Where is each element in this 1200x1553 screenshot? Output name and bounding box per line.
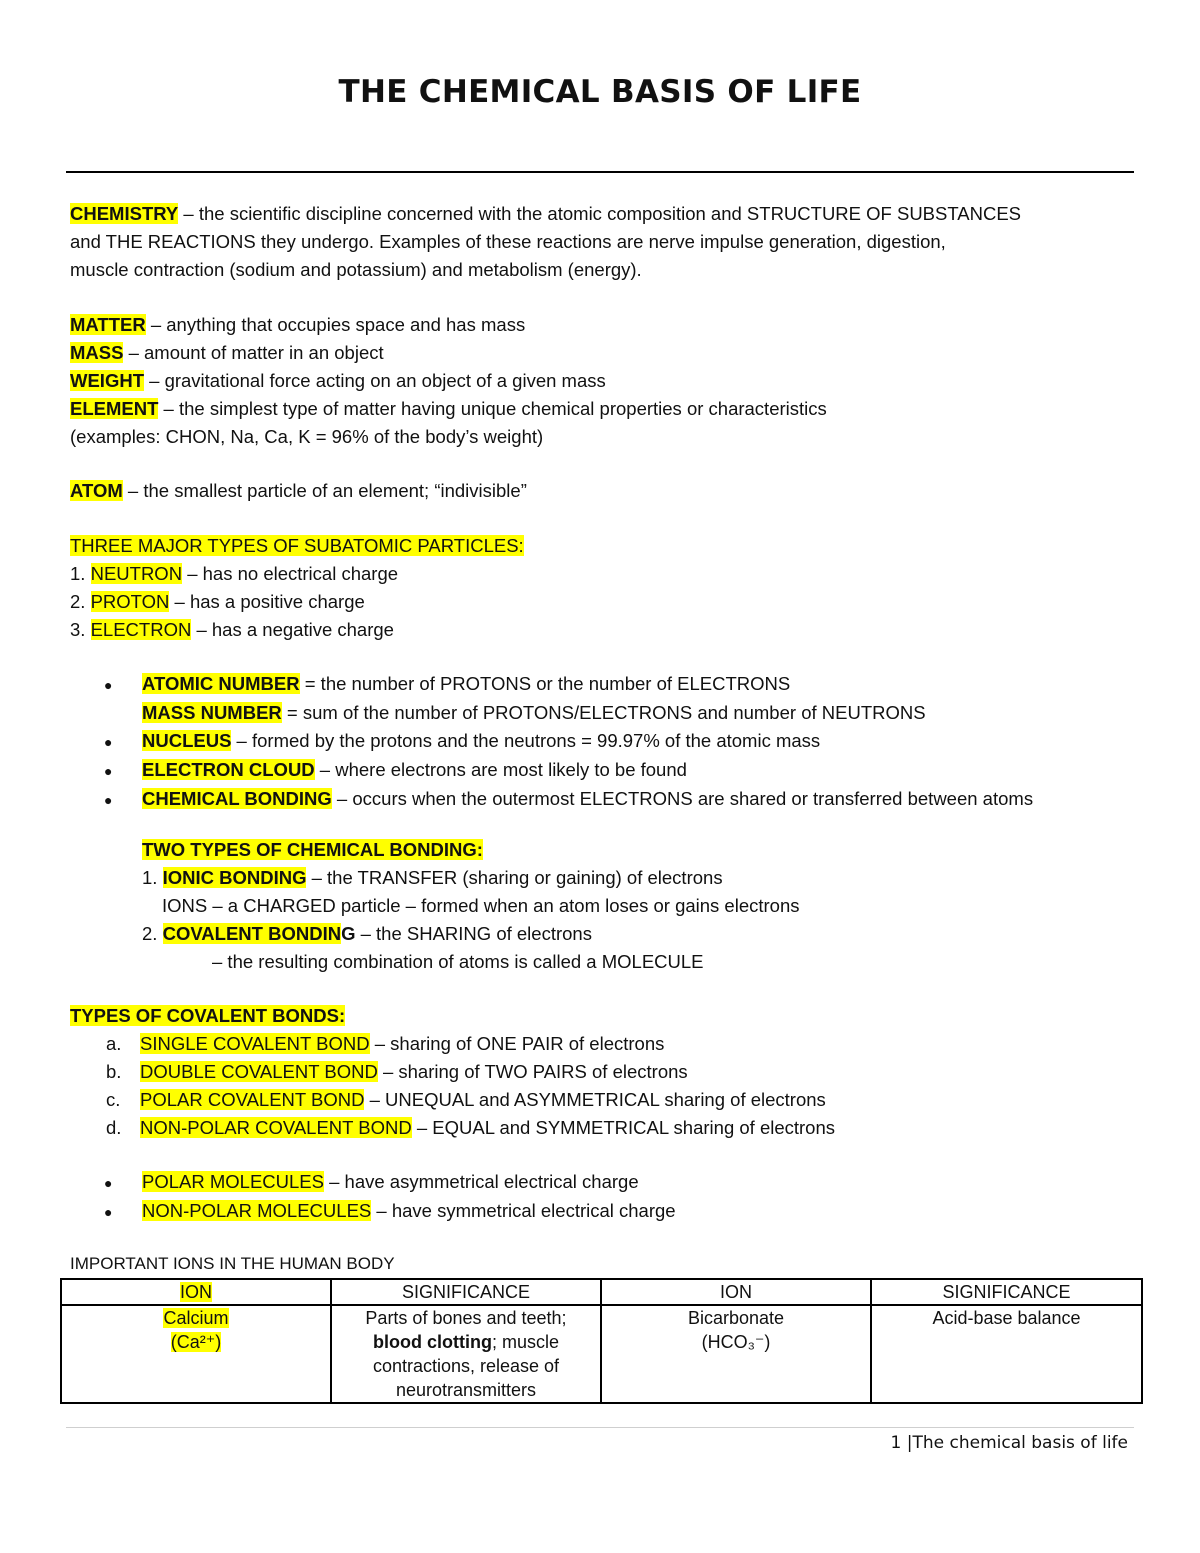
chemistry-line-1: – the scientific discipline concerned with the atomic composition and STRUCTURE OF SUBSTANCES [178, 203, 1022, 224]
def-matter [70, 311, 827, 339]
item-number: 2. [142, 923, 163, 944]
bullet-icon: ● [104, 1204, 113, 1220]
def-text: – occurs when the outermost ELECTRONS are shared or transferred between atoms [331, 788, 1034, 809]
def-text: – where electrons are most likely to be found [314, 759, 687, 780]
table-row [61, 1305, 1142, 1403]
footer-text: The chemical basis of life [912, 1433, 1128, 1453]
def-text: – has a positive charge [169, 591, 365, 612]
bullet-icon: ● [104, 792, 113, 808]
def-text: – anything that occupies space and has mass [145, 314, 526, 335]
table-header: SIGNIFICANCE [871, 1279, 1142, 1305]
list-item [104, 785, 1033, 814]
term-single-covalent: SINGLE COVALENT BOND [140, 1033, 370, 1054]
term-mass: MASS [70, 342, 124, 363]
term-proton: PROTON [90, 591, 170, 612]
def-weight [70, 367, 827, 395]
list-item [104, 756, 1033, 785]
table-cell [61, 1305, 331, 1403]
term-element: ELEMENT [70, 398, 159, 419]
def-text: = the number of PROTONS or the number of ELECTRONS [299, 673, 791, 694]
table-header [61, 1279, 331, 1305]
table-cell [601, 1305, 871, 1403]
ion-name: Bicarbonate [687, 1308, 785, 1328]
significance-line: neurotransmitters [395, 1380, 537, 1400]
def-text: – have symmetrical electrical charge [371, 1200, 676, 1221]
bullet-icon: ● [104, 734, 113, 750]
ions-table [60, 1278, 1143, 1404]
term-neutron: NEUTRON [90, 563, 183, 584]
list-item [104, 1197, 676, 1226]
significance-bold: blood clotting [373, 1332, 492, 1352]
item-number: 1. [142, 867, 163, 888]
list-item [104, 727, 1033, 756]
table-header-row [61, 1279, 1142, 1305]
ion-formula: (HCO₃⁻) [701, 1332, 771, 1352]
def-text: – sharing of ONE PAIR of electrons [369, 1033, 665, 1054]
term-ionic-bonding: IONIC BONDING [162, 867, 307, 888]
term-polar-covalent: POLAR COVALENT BOND [140, 1089, 365, 1110]
item-letter: c. [106, 1089, 121, 1110]
def-text: – has a negative charge [191, 619, 394, 640]
covalent-types-section [70, 1002, 835, 1142]
molecule-line: – the resulting combination of atoms is called a MOLECULE [212, 951, 704, 972]
item-number: 1. [70, 563, 91, 584]
item-number: 2. [70, 591, 91, 612]
term-mass-number: MASS NUMBER [142, 702, 282, 723]
item-number: 3. [70, 619, 91, 640]
term-covalent-bonding: COVALENT BONDIN [162, 923, 342, 944]
def-text: – gravitational force acting on an object of a given mass [144, 370, 606, 391]
def-text: – the smallest particle of an element; “indivisible” [122, 480, 527, 501]
page-title: THE CHEMICAL BASIS OF LIFE [338, 74, 862, 110]
def-text: – EQUAL and SYMMETRICAL sharing of electrons [411, 1117, 836, 1138]
term-atomic-number: ATOMIC NUMBER [142, 673, 300, 694]
list-item [104, 699, 1033, 727]
molecules-list [104, 1168, 676, 1226]
def-atom [70, 477, 527, 505]
term-double-covalent: DOUBLE COVALENT BOND [140, 1061, 378, 1082]
ions-line: IONS – a CHARGED particle – formed when an atom loses or gains electrons [162, 895, 800, 916]
def-text: – sharing of TWO PAIRS of electrons [377, 1061, 688, 1082]
bonding-heading: TWO TYPES OF CHEMICAL BONDING: [142, 839, 483, 860]
def-text: – amount of matter in an object [123, 342, 384, 363]
page-number: 1 [890, 1433, 902, 1453]
list-item [70, 1058, 835, 1086]
term-matter: MATTER [70, 314, 146, 335]
term-polar-molecules: POLAR MOLECULES [142, 1171, 324, 1192]
table-cell [871, 1305, 1142, 1403]
item-letter: b. [106, 1061, 122, 1082]
chemistry-paragraph [70, 200, 1021, 284]
bullet-list [104, 670, 1033, 814]
ions-table-caption: IMPORTANT IONS IN THE HUMAN BODY [70, 1254, 395, 1273]
list-item [70, 1114, 835, 1142]
chemistry-line-2: and THE REACTIONS they undergo. Examples of these reactions are nerve impulse generation, digestion, [70, 231, 946, 252]
term-chemistry: CHEMISTRY [70, 203, 179, 224]
list-item [104, 1168, 676, 1197]
list-item [104, 670, 1033, 699]
significance-line: contractions, release of [372, 1356, 560, 1376]
list-item [70, 1086, 835, 1114]
def-text: – formed by the protons and the neutrons = 99.97% of the atomic mass [231, 730, 821, 751]
page-footer [891, 1433, 1128, 1453]
def-text: – the TRANSFER (sharing or gaining) of electrons [306, 867, 723, 888]
list-item [142, 920, 800, 948]
term-atom: ATOM [70, 480, 123, 501]
significance-line: Parts of bones and teeth; [365, 1308, 567, 1328]
list-item [70, 616, 524, 644]
def-text: – have asymmetrical electrical charge [323, 1171, 639, 1192]
def-element [70, 395, 827, 423]
def-text: – UNEQUAL and ASYMMETRICAL sharing of electrons [364, 1089, 826, 1110]
bullet-icon: ● [104, 677, 113, 693]
bullet-icon: ● [104, 763, 113, 779]
table-header: ION [601, 1279, 871, 1305]
subatomic-section [70, 532, 524, 644]
term-nucleus: NUCLEUS [142, 730, 232, 751]
subatomic-heading: THREE MAJOR TYPES OF SUBATOMIC PARTICLES: [70, 535, 524, 556]
footer-divider [66, 1427, 1134, 1428]
significance-text: ; muscle [491, 1332, 559, 1352]
significance-line: Acid-base balance [932, 1308, 1081, 1328]
covalent-types-heading: TYPES OF COVALENT BONDS: [70, 1005, 346, 1026]
def-mass [70, 339, 827, 367]
header-label: ION [179, 1282, 212, 1302]
table-header: SIGNIFICANCE [331, 1279, 601, 1305]
ion-name: Calcium [163, 1308, 229, 1328]
term-chemical-bonding: CHEMICAL BONDING [142, 788, 332, 809]
list-item [70, 588, 524, 616]
list-item [70, 560, 524, 588]
title-divider [66, 171, 1134, 173]
ion-formula: (Ca²⁺) [170, 1332, 222, 1352]
term-weight: WEIGHT [70, 370, 144, 391]
term-electron-cloud: ELECTRON CLOUD [142, 759, 315, 780]
bullet-icon: ● [104, 1175, 113, 1191]
def-text: = sum of the number of PROTONS/ELECTRONS and number of NEUTRONS [281, 702, 926, 723]
bonding-section [142, 836, 800, 976]
item-letter: d. [106, 1117, 122, 1138]
term-nonpolar-molecules: NON-POLAR MOLECULES [142, 1200, 372, 1221]
table-cell [331, 1305, 601, 1403]
def-text: – has no electrical charge [182, 563, 399, 584]
element-examples: (examples: CHON, Na, Ca, K = 96% of the body’s weight) [70, 426, 544, 447]
list-item [70, 1030, 835, 1058]
term-electron: ELECTRON [90, 619, 192, 640]
chemistry-line-3: muscle contraction (sodium and potassium) and metabolism (energy). [70, 259, 642, 280]
item-letter: a. [106, 1033, 122, 1054]
term-nonpolar-covalent: NON-POLAR COVALENT BOND [140, 1117, 412, 1138]
def-text: – the simplest type of matter having unique chemical properties or characteristics [158, 398, 827, 419]
footer-separator: | [901, 1433, 913, 1453]
def-text: – the SHARING of electrons [355, 923, 592, 944]
list-item [142, 864, 800, 892]
term-tail: G [341, 923, 356, 944]
definitions-list [70, 311, 827, 451]
